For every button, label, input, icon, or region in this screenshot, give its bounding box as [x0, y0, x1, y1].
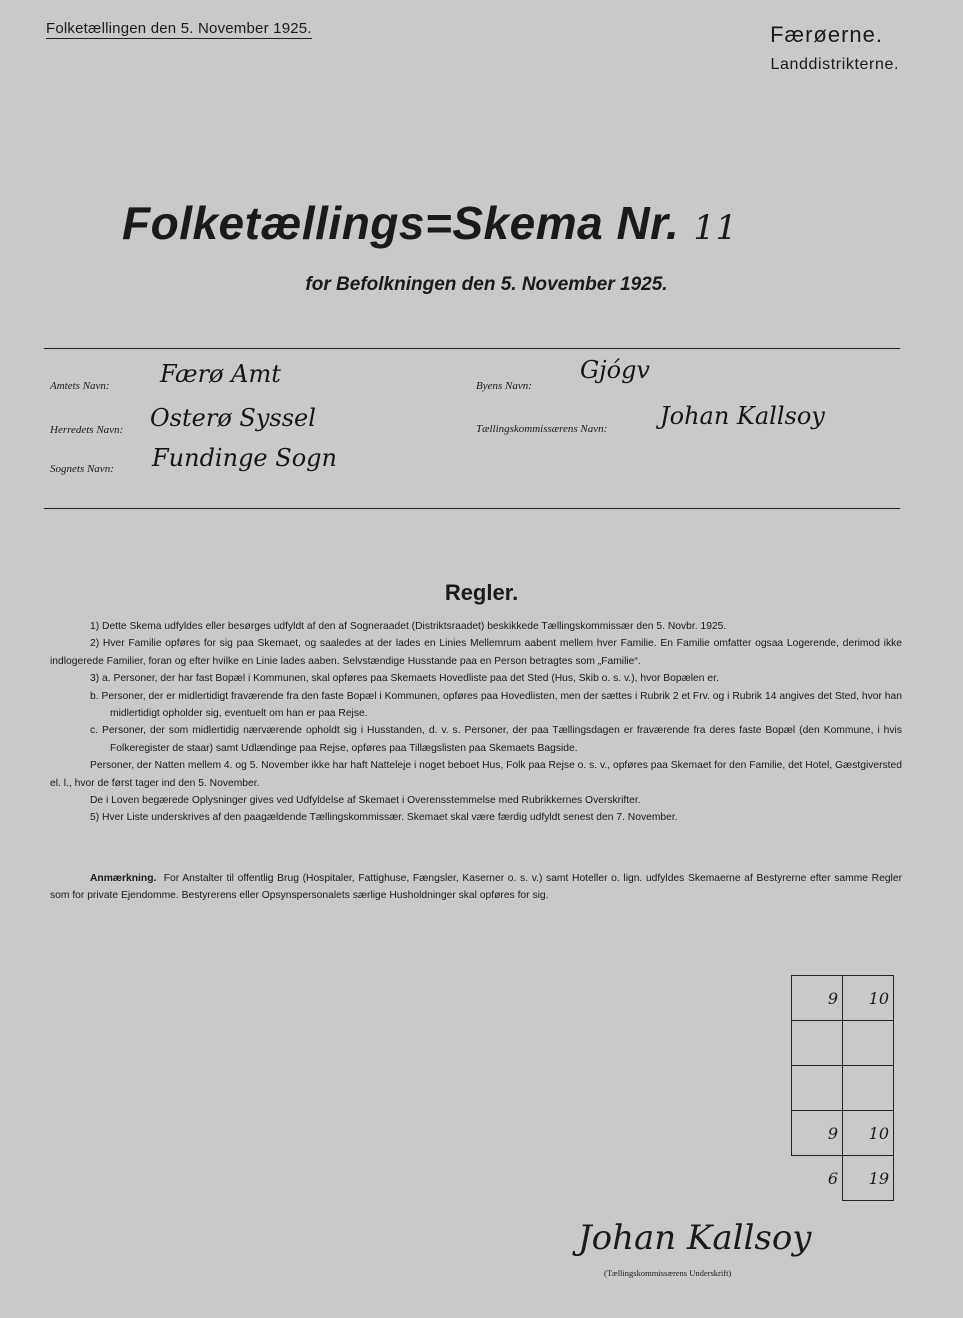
kommissaer-value: Johan Kallsoy	[660, 402, 825, 430]
herred-value: Osterø Syssel	[150, 404, 316, 432]
tally-cell: 10	[843, 976, 894, 1021]
rule-1: 1) Dette Skema udfyldes eller besørges udfyldt af den af Sogneraadet (Distriktsraadet) beskikkede Tællingskommissær den 5. Novbr. 1925.	[90, 621, 727, 632]
rule-3c: c. Personer, der som midlertidig nærværende opholdt sig i Husstanden, d. v. s. Personer, der paa Tællingsdagen er fraværende fra deres faste Bopæl (den Kommune, i hvis Folkeregister de staar) samt Udlændinge paa Rejse, opføres paa Tillægslisten paa Skemaets Bagside.	[90, 725, 902, 754]
divider-bottom	[44, 508, 900, 509]
tally-cell	[843, 1066, 894, 1111]
rule-3d: Personer, der Natten mellem 4. og 5. November ikke har haft Natteleje i noget beboet Hus, Folk paa Rejse o. s. v., opføres paa Skemaet for den Familie, det Hotel, Gæstgiversted el. l., hvor de først tager ind den 5. November.	[50, 760, 902, 789]
rule-3a: 3) a. Personer, der har fast Bopæl i Kommunen, skal opføres paa Skemaets Hovedliste paa det Sted (Hus, Skib o. s. v.), hvor Bopælen er.	[90, 673, 719, 685]
tally-row	[792, 976, 894, 1021]
remark-label: Anmærkning.	[90, 873, 157, 884]
kommissaer-label: Tællingskommissærens Navn:	[476, 423, 608, 435]
rule-5: 5) Hver Liste underskrives af den paagældende Tællingskommissær. Skemaet skal være færdig udfyldt senest den 7. November.	[90, 812, 678, 824]
census-date-header: Folketællingen den 5. November 1925.	[46, 20, 312, 37]
commissioner-signature: Johan Kallsoy	[578, 1218, 812, 1258]
sogn-value: Fundinge Sogn	[152, 444, 337, 472]
amt-value: Færø Amt	[160, 360, 281, 388]
remark-paragraph	[50, 870, 902, 905]
tally-cell: 6	[792, 1156, 843, 1201]
rules-list	[50, 618, 902, 827]
tally-box	[791, 975, 894, 1201]
tally-row	[792, 1111, 894, 1156]
amt-label: Amtets Navn:	[50, 380, 110, 392]
tally-cell	[792, 1066, 843, 1111]
tally-row	[792, 1021, 894, 1066]
tally-cell: 9	[792, 1111, 843, 1156]
rules-heading: Regler.	[444, 580, 519, 605]
tally-row	[792, 1156, 894, 1201]
form-subtitle: for Befolkningen den 5. November 1925.	[305, 274, 668, 295]
form-title	[122, 196, 738, 250]
herred-label: Herredets Navn:	[50, 424, 124, 436]
by-label: Byens Navn:	[476, 380, 532, 392]
district-type-header: Landdistrikterne.	[770, 56, 899, 73]
rule-2: 2) Hver Familie opføres for sig paa Skemaet, og saaledes at der lades en Linies Mellemrum aabent mellem hver Familie. En Familie omfatter ogsaa Logerende, derimod ikke indlogerede Familier, foran og efter hvilke en Linie lades aaben. Selvstændige Husstande paa en Person betragtes som „Familie“.	[50, 638, 902, 667]
signature-caption: (Tællingskommissærens Underskrift)	[604, 1268, 732, 1278]
region-header: Færøerne.	[770, 22, 883, 47]
sogn-label: Sognets Navn:	[50, 463, 114, 475]
rule-3b: b. Personer, der er midlertidigt fraværende fra den faste Bopæl i Kommunen, opføres paa Hovedlisten, men der sættes i Rubrik 2 et Frv. og i Rubrik 14 angives det Sted, hvor han midlertidigt opholder sig, eventuelt om han er paa Rejse.	[90, 690, 902, 720]
tally-cell: 19	[843, 1156, 894, 1201]
divider-top	[44, 348, 900, 349]
tally-row	[792, 1066, 894, 1111]
form-title-text: Folketællings=Skema Nr.	[122, 197, 680, 249]
tally-cell	[843, 1021, 894, 1066]
form-number-handwritten: 11	[693, 208, 738, 248]
rule-4: De i Loven begærede Oplysninger gives ved Udfyldelse af Skemaet i Overensstemmelse med Rubrikkernes Overskrifter.	[90, 795, 641, 807]
tally-cell	[792, 1021, 843, 1066]
tally-cell: 9	[792, 976, 843, 1021]
tally-cell: 10	[843, 1111, 894, 1156]
remark-text: For Anstalter til offentlig Brug (Hospitaler, Fattighuse, Fængsler, Kaserner o. s. v.) samt Hoteller o. lign. udfyldes Skemaerne af Bestyrerne efter samme Regler som for private Ejendomme. Bestyrerens eller Opsynspersonalets særlige Husholdninger skal opføres for sig.	[50, 873, 902, 902]
by-value: Gjógv	[580, 356, 650, 384]
